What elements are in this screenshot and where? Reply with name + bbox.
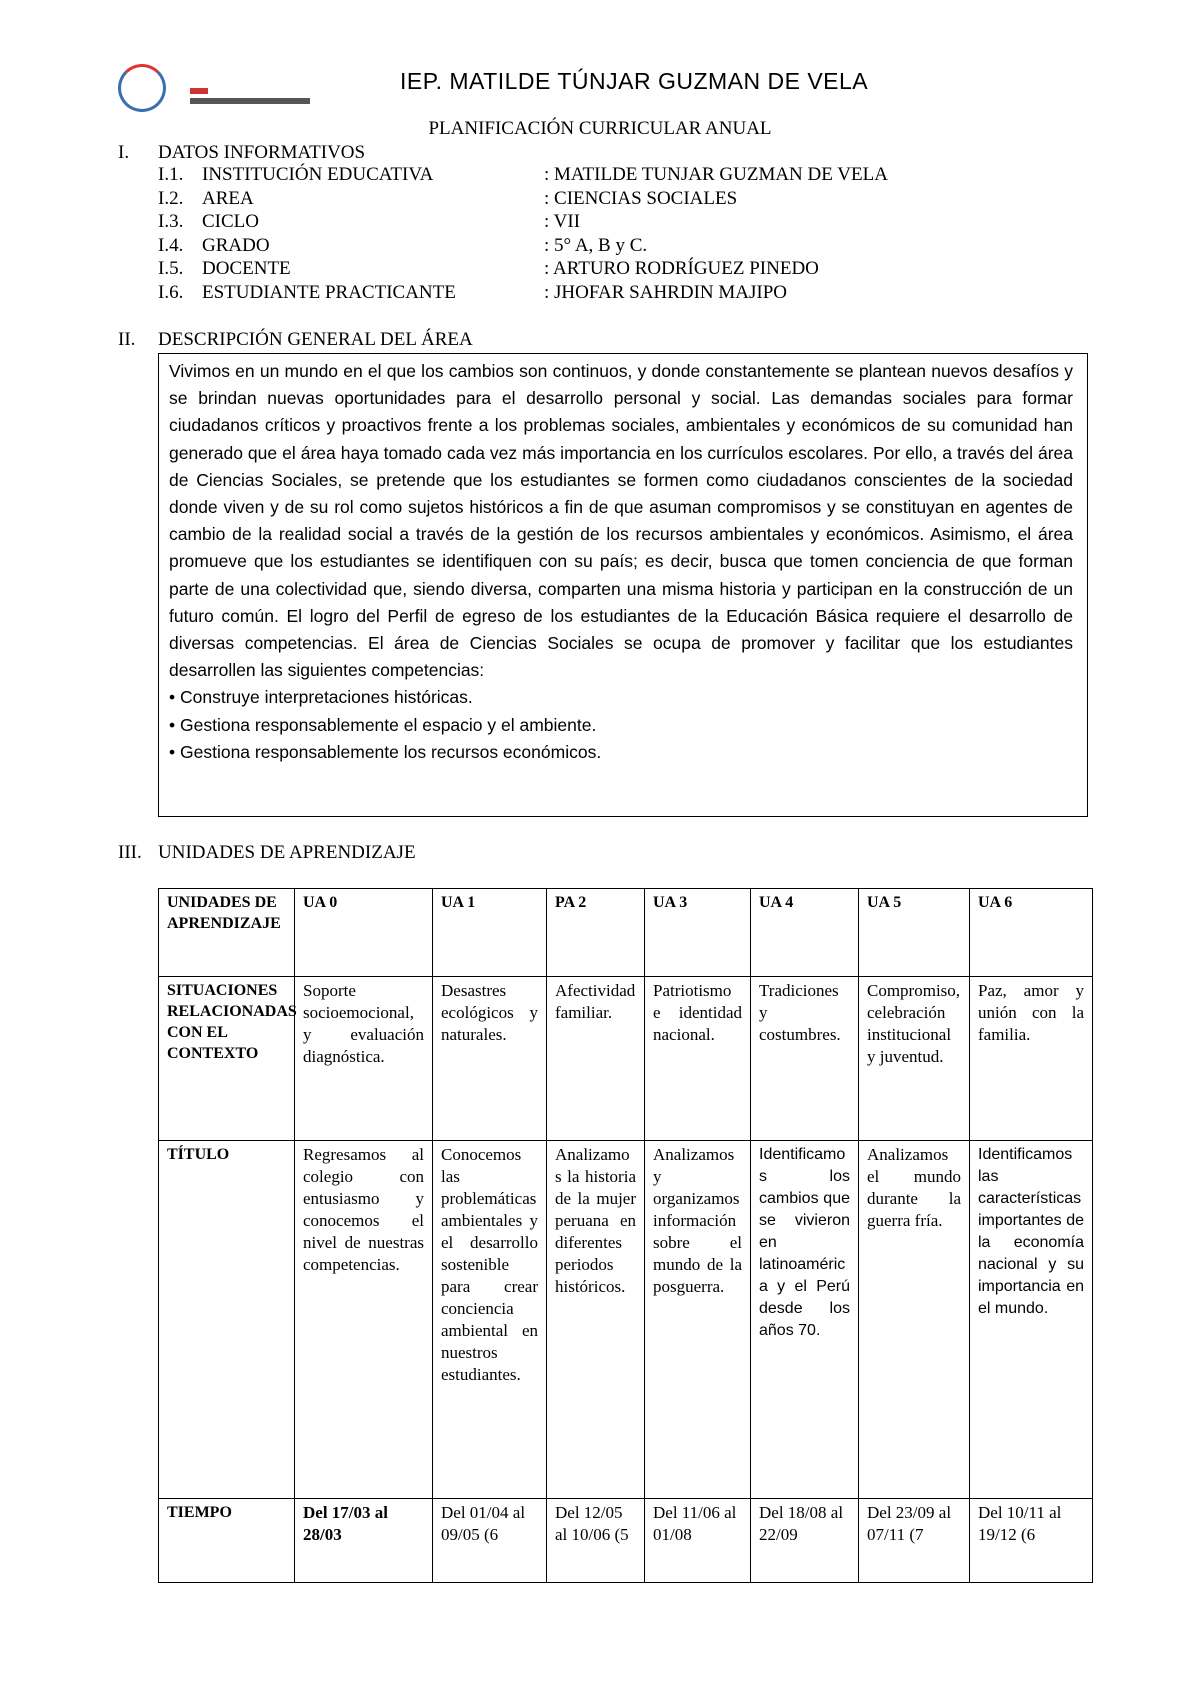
header-logo (118, 58, 318, 118)
column-header: UA 1 (433, 889, 547, 977)
info-row: I.2. AREA : CIENCIAS SOCIALES (158, 187, 738, 209)
logo-emblem-icon (118, 64, 166, 112)
title-cell: Analizamos y organizamos información sobre el mundo de la posguerra. (645, 1141, 751, 1499)
table-row (159, 1499, 1093, 1583)
info-row: I.1. INSTITUCIÓN EDUCATIVA : MATILDE TUNJAR GUZMAN DE VELA (158, 164, 888, 185)
info-list (158, 164, 958, 305)
row-header-situations: SITUACIONES RELACIONADAS CON EL CONTEXTO (159, 977, 295, 1141)
column-header: UA 0 (295, 889, 433, 977)
column-header: UA 6 (970, 889, 1093, 977)
row-header-title: TÍTULO (159, 1141, 295, 1499)
info-row: I.4. GRADO : 5° A, B y C. (158, 234, 648, 256)
info-row: I.5. DOCENTE : ARTURO RODRÍGUEZ PINEDO (158, 258, 819, 279)
info-row: I.3. CICLO : VII (158, 211, 581, 232)
time-cell: Del 23/09 al 07/11 (7 (859, 1499, 970, 1583)
learning-units-table (158, 888, 1093, 1583)
row-header-time: TIEMPO (159, 1499, 295, 1583)
column-header: UA 3 (645, 889, 751, 977)
table-row (159, 977, 1093, 1141)
column-header: UA 5 (859, 889, 970, 977)
section-2-heading: II. DESCRIPCIÓN GENERAL DEL ÁREA (118, 329, 473, 350)
competency-bullet: • Gestiona responsablemente el espacio y el ambiente. (169, 714, 597, 735)
situation-cell: Afectividad familiar. (547, 977, 645, 1141)
time-cell: Del 12/05 al 10/06 (5 (547, 1499, 645, 1583)
title-cell: Analizamos el mundo durante la guerra fría. (859, 1141, 970, 1499)
competency-bullet: • Construye interpretaciones históricas. (169, 687, 473, 708)
area-description-paragraph: Vivimos en un mundo en el que los cambios son continuos, y donde constantemente se plantean nuevos desafíos y se brindan nuevas oportunidades para el desarrollo personal y social. Las demandas sociales para formar ciudadanos críticos y proactivos frente a los problemas sociales, ambientales y económicos de su comunidad han generado que el área haya tomado cada vez más importancia en los currículos escolares. Por ello, a través del área de Ciencias Sociales, se pretende que los estudiantes se formen como ciudadanos conscientes de la sociedad donde viven y de su rol como sujetos históricos a fin de que asuman compromisos y se constituyan en agentes de cambio de la realidad social a través de la gestión de los recursos ambientales y económicos. Asimismo, el área promueve que los estudiantes se identifiquen con su país; es decir, busca que tomen conciencia de que forman parte de una colectividad que, siendo diversa, comparten una misma historia y participan en la construcción de un futuro común. El logro del Perfil de egreso de los estudiantes de la Educación Básica requiere el desarrollo de diversas competencias. El área de Ciencias Sociales se ocupa de promover y facilitar que los estudiantes desarrollen las siguientes competencias: (169, 361, 1073, 681)
situation-cell: Compromiso, celebración institucional y juventud. (859, 977, 970, 1141)
title-cell: Identificamos las características importantes de la economía nacional y su importancia en el mundo. (970, 1141, 1093, 1499)
section-3-heading: III. UNIDADES DE APRENDIZAJE (118, 842, 416, 863)
time-cell: Del 18/08 al 22/09 (751, 1499, 859, 1583)
title-cell: Identificamos los cambios que se vivieron en latinoamérica y el Perú desde los años 70. (751, 1141, 859, 1499)
situation-cell: Paz, amor y unión con la familia. (970, 977, 1093, 1141)
time-cell: Del 10/11 al 19/12 (6 (970, 1499, 1093, 1583)
section-1-heading: I. DATOS INFORMATIVOS (118, 142, 366, 163)
table-row (159, 889, 1093, 977)
document-title: PLANIFICACIÓN CURRICULAR ANUAL (428, 118, 772, 139)
situation-cell: Soporte socioemocional, y evaluación diagnóstica. (295, 977, 433, 1141)
time-cell: Del 17/03 al 28/03 (295, 1499, 433, 1583)
title-cell: Analizamos la historia de la mujer peruana en diferentes periodos históricos. (547, 1141, 645, 1499)
title-cell: Regresamos al colegio con entusiasmo y conocemos el nivel de nuestras competencias. (295, 1141, 433, 1499)
time-cell: Del 11/06 al 01/08 (645, 1499, 751, 1583)
logo-bar (190, 98, 310, 104)
column-header: PA 2 (547, 889, 645, 977)
area-description-box (158, 353, 1088, 817)
situation-cell: Tradiciones y costumbres. (751, 977, 859, 1141)
situation-cell: Patriotismo e identidad nacional. (645, 977, 751, 1141)
time-cell: Del 01/04 al 09/05 (6 (433, 1499, 547, 1583)
situation-cell: Desastres ecológicos y naturales. (433, 977, 547, 1141)
school-name: IEP. MATILDE TÚNJAR GUZMAN DE VELA (400, 68, 869, 94)
row-header-units: UNIDADES DE APRENDIZAJE (159, 889, 295, 977)
competency-bullet: • Gestiona responsablemente los recursos económicos. (169, 741, 602, 762)
title-cell: Conocemos las problemáticas ambientales y el desarrollo sostenible para crear conciencia ambiental en nuestros estudiantes. (433, 1141, 547, 1499)
column-header: UA 4 (751, 889, 859, 977)
logo-accent-bar (190, 88, 208, 94)
info-row: I.6. ESTUDIANTE PRACTICANTE : JHOFAR SAHRDIN MAJIPO (158, 281, 787, 303)
table-row (159, 1141, 1093, 1499)
